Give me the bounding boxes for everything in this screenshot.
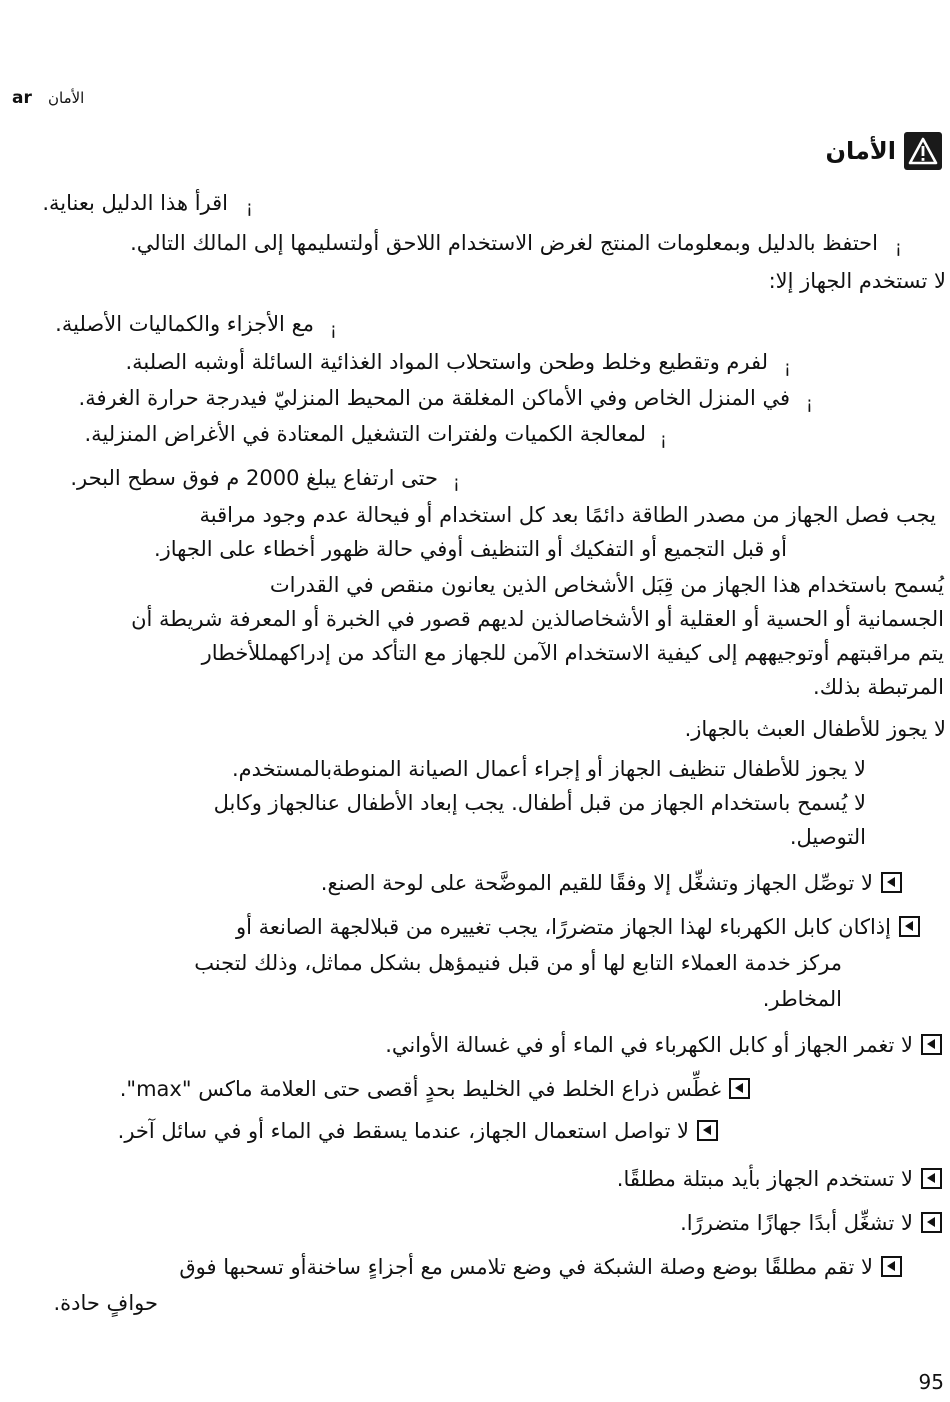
warning-text: غطِّس ذراع الخلط في الخليط بحدٍ أقصى حتى العلامة ماكس "max". <box>119 1077 721 1101</box>
arrow-left-icon <box>729 1078 750 1099</box>
bullet-marker: ¡ <box>453 473 460 493</box>
running-header: الأمان <box>48 89 85 107</box>
warning-text: لا تغمر الجهاز أو كابل الكهرباء في الماء أو في غسالة الأواني. <box>385 1033 913 1057</box>
arrow-left-icon <box>921 1034 942 1055</box>
paragraph-line: التوصيل. <box>789 825 866 849</box>
section-title: الأمان <box>825 137 896 165</box>
warning-item <box>617 1162 942 1196</box>
warning-text-continued: حوافٍ حادة. <box>53 1291 158 1315</box>
arrow-left-icon <box>881 1256 902 1277</box>
list-item: لفرم وتقطيع وخلط وطحن واستحلاب المواد الغذائية السائلة أوشبه الصلبة. <box>125 350 768 374</box>
bullet-marker: ¡ <box>330 320 337 340</box>
warning-text: لا تواصل استعمال الجهاز، عندما يسقط في الماء أو في سائل آخر. <box>117 1119 689 1143</box>
bullet-marker: ¡ <box>895 238 902 258</box>
paragraph-line: الجسمانية أو الحسية أو العقلية أو الأشخاصالذين لديهم قصور في الخبرة أو المعرفة شريطة أن <box>131 607 944 631</box>
paragraph-line: المرتبطة بذلك. <box>813 675 944 699</box>
paragraph-line: لا يجوز للأطفال تنظيف الجهاز أو إجراء أعمال الصيانة المنوطةبالمستخدم. <box>231 757 866 781</box>
warning-item <box>385 1028 942 1062</box>
warning-item <box>118 1114 718 1148</box>
paragraph-line: يتم مراقبتهم أوتوجيههم إلى كيفية الاستخدام الآمن للجهاز مع التأكد من إدراكهمللأخطار <box>201 641 944 665</box>
paragraph-line: يجب فصل الجهاز من مصدر الطاقة دائمًا بعد كل استخدام أو فيحالة عدم وجود مراقبة <box>199 503 936 527</box>
warning-text: لا تستخدم الجهاز بأيد مبتلة مطلقًا. <box>616 1167 913 1191</box>
arrow-left-icon <box>921 1212 942 1233</box>
page-number: 95 <box>918 1370 944 1394</box>
paragraph-line: أو قبل التجميع أو التفكيك أو التنظيف أوفي حالة ظهور أخطاء على الجهاز. <box>153 537 787 561</box>
warning-text: لا تقم مطلقًا بوضع وصلة الشبكة في وضع تلامس مع أجزاءٍ ساخنةأو تسحبها فوق <box>179 1255 873 1279</box>
list-item: لمعالجة الكميات ولفترات التشغيل المعتادة في الأغراض المنزلية. <box>84 422 646 446</box>
warning-text-continued: مركز خدمة العملاء التابع لها أو من قبل فنيمؤهل بشكل مماثل، وذلك لتجنب <box>194 951 842 975</box>
warning-text-continued: المخاطر. <box>762 987 842 1011</box>
arrow-left-icon <box>881 872 902 893</box>
bullet-marker: ¡ <box>806 394 813 414</box>
list-item: اقرأ هذا الدليل بعناية. <box>42 191 228 215</box>
warning-text: لا تشغِّل أبدًا جهازًا متضررًا. <box>680 1211 913 1235</box>
paragraph-line: لا يجوز للأطفال العبث بالجهاز. <box>684 717 946 741</box>
warning-item <box>179 1250 902 1284</box>
warning-text: لا توصِّل الجهاز وتشغِّل إلا وفقًا للقيم الموضَّحة على لوحة الصنع. <box>320 871 873 895</box>
use-only-intro: لا تستخدم الجهاز إلا: <box>768 269 946 293</box>
bullet-marker: ¡ <box>660 430 667 450</box>
list-item: في المنزل الخاص وفي الأماكن المغلقة من المحيط المنزليّ فيدرجة حرارة الغرفة. <box>78 386 790 410</box>
warning-item <box>120 1072 750 1106</box>
list-item: مع الأجزاء والكماليات الأصلية. <box>55 312 314 336</box>
arrow-left-icon <box>899 916 920 937</box>
bullet-marker: ¡ <box>246 198 253 218</box>
warning-item <box>236 910 920 944</box>
language-code: ar <box>12 88 32 108</box>
list-item: حتى ارتفاع يبلغ 2000 م فوق سطح البحر. <box>70 466 438 490</box>
arrow-left-icon <box>921 1168 942 1189</box>
paragraph-line: لا يُسمح باستخدام الجهاز من قبل أطفال. يجب إبعاد الأطفال عنالجهاز وكابل <box>213 791 866 815</box>
warning-triangle-icon <box>904 132 942 170</box>
list-item: احتفظ بالدليل وبمعلومات المنتج لغرض الاستخدام اللاحق أولتسليمها إلى المالك التالي. <box>130 231 878 255</box>
arrow-left-icon <box>697 1120 718 1141</box>
warning-item <box>680 1206 942 1240</box>
bullet-marker: ¡ <box>784 358 791 378</box>
paragraph-line: يُسمح باستخدام هذا الجهاز من قِبَل الأشخاص الذين يعانون منقص في القدرات <box>269 573 944 597</box>
warning-text: إذاكان كابل الكهرباء لهذا الجهاز متضررًا، يجب تغييره من قبلالجهة الصانعة أو <box>235 915 891 939</box>
warning-item <box>321 866 902 900</box>
section-heading <box>826 132 942 170</box>
